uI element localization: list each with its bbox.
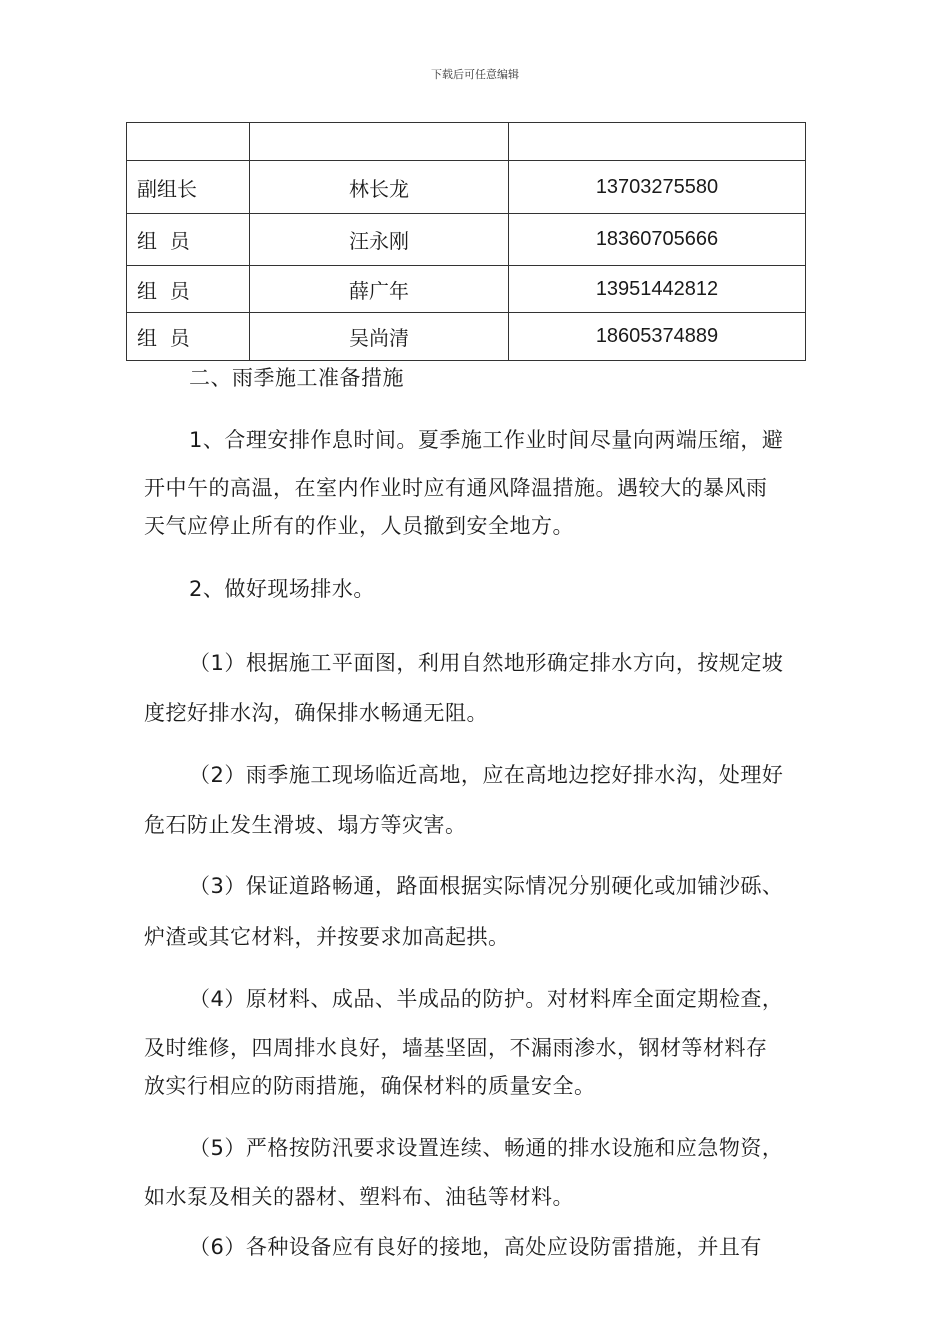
phone-cell: 13703275580: [509, 161, 806, 214]
role-cell: 组 员: [127, 313, 250, 361]
paragraph-line: 天气应停止所有的作业，人员撤到安全地方。: [144, 514, 574, 538]
paragraph-line: （3）保证道路畅通，路面根据实际情况分别硬化或加铺沙砾、: [189, 874, 784, 898]
name-cell: 汪永刚: [250, 214, 509, 266]
paragraph-line: 2、做好现场排水。: [189, 577, 375, 601]
paragraph-line: （6）各种设备应有良好的接地，高处应设防雷措施，并且有: [189, 1235, 762, 1259]
paragraph-line: 度挖好排水沟，确保排水畅通无阻。: [144, 701, 488, 725]
paragraph-line: 1、合理安排作息时间。夏季施工作业时间尽量向两端压缩，避: [189, 428, 784, 452]
paragraph-line: （4）原材料、成品、半成品的防护。对材料库全面定期检查，: [189, 987, 784, 1011]
paragraph-line: 如水泵及相关的器材、塑料布、油毡等材料。: [144, 1185, 574, 1209]
paragraph-line: 炉渣或其它材料，并按要求加高起拱。: [144, 925, 510, 949]
section-heading: 二、雨季施工准备措施: [189, 366, 404, 390]
paragraph-line: （2）雨季施工现场临近高地，应在高地边挖好排水沟，处理好: [189, 763, 784, 787]
phone-cell: 13951442812: [509, 266, 806, 313]
role-cell: 副组长: [127, 161, 250, 214]
paragraph-line: （5）严格按防汛要求设置连续、畅通的排水设施和应急物资，: [189, 1136, 784, 1160]
phone-cell: 18605374889: [509, 313, 806, 361]
header-note: 下载后可任意编辑: [431, 68, 519, 81]
name-cell: 吴尚清: [250, 313, 509, 361]
role-cell: 组 员: [127, 214, 250, 266]
table-row: [127, 123, 806, 161]
table-row: [127, 313, 806, 361]
contact-table: [126, 122, 806, 361]
table-row: [127, 214, 806, 266]
name-cell: 薛广年: [250, 266, 509, 313]
role-cell: 组 员: [127, 266, 250, 313]
paragraph-line: 及时维修，四周排水良好，墙基坚固，不漏雨渗水，钢材等材料存: [144, 1036, 768, 1060]
paragraph-line: 放实行相应的防雨措施，确保材料的质量安全。: [144, 1074, 596, 1098]
table-row: [127, 161, 806, 214]
table-row: [127, 266, 806, 313]
phone-cell: 18360705666: [509, 214, 806, 266]
phone-cell: [509, 123, 806, 161]
paragraph-line: 开中午的高温，在室内作业时应有通风降温措施。遇较大的暴风雨: [144, 476, 768, 500]
paragraph-line: （1）根据施工平面图，利用自然地形确定排水方向，按规定坡: [189, 651, 784, 675]
name-cell: [250, 123, 509, 161]
role-cell: [127, 123, 250, 161]
paragraph-line: 危石防止发生滑坡、塌方等灾害。: [144, 813, 467, 837]
name-cell: 林长龙: [250, 161, 509, 214]
